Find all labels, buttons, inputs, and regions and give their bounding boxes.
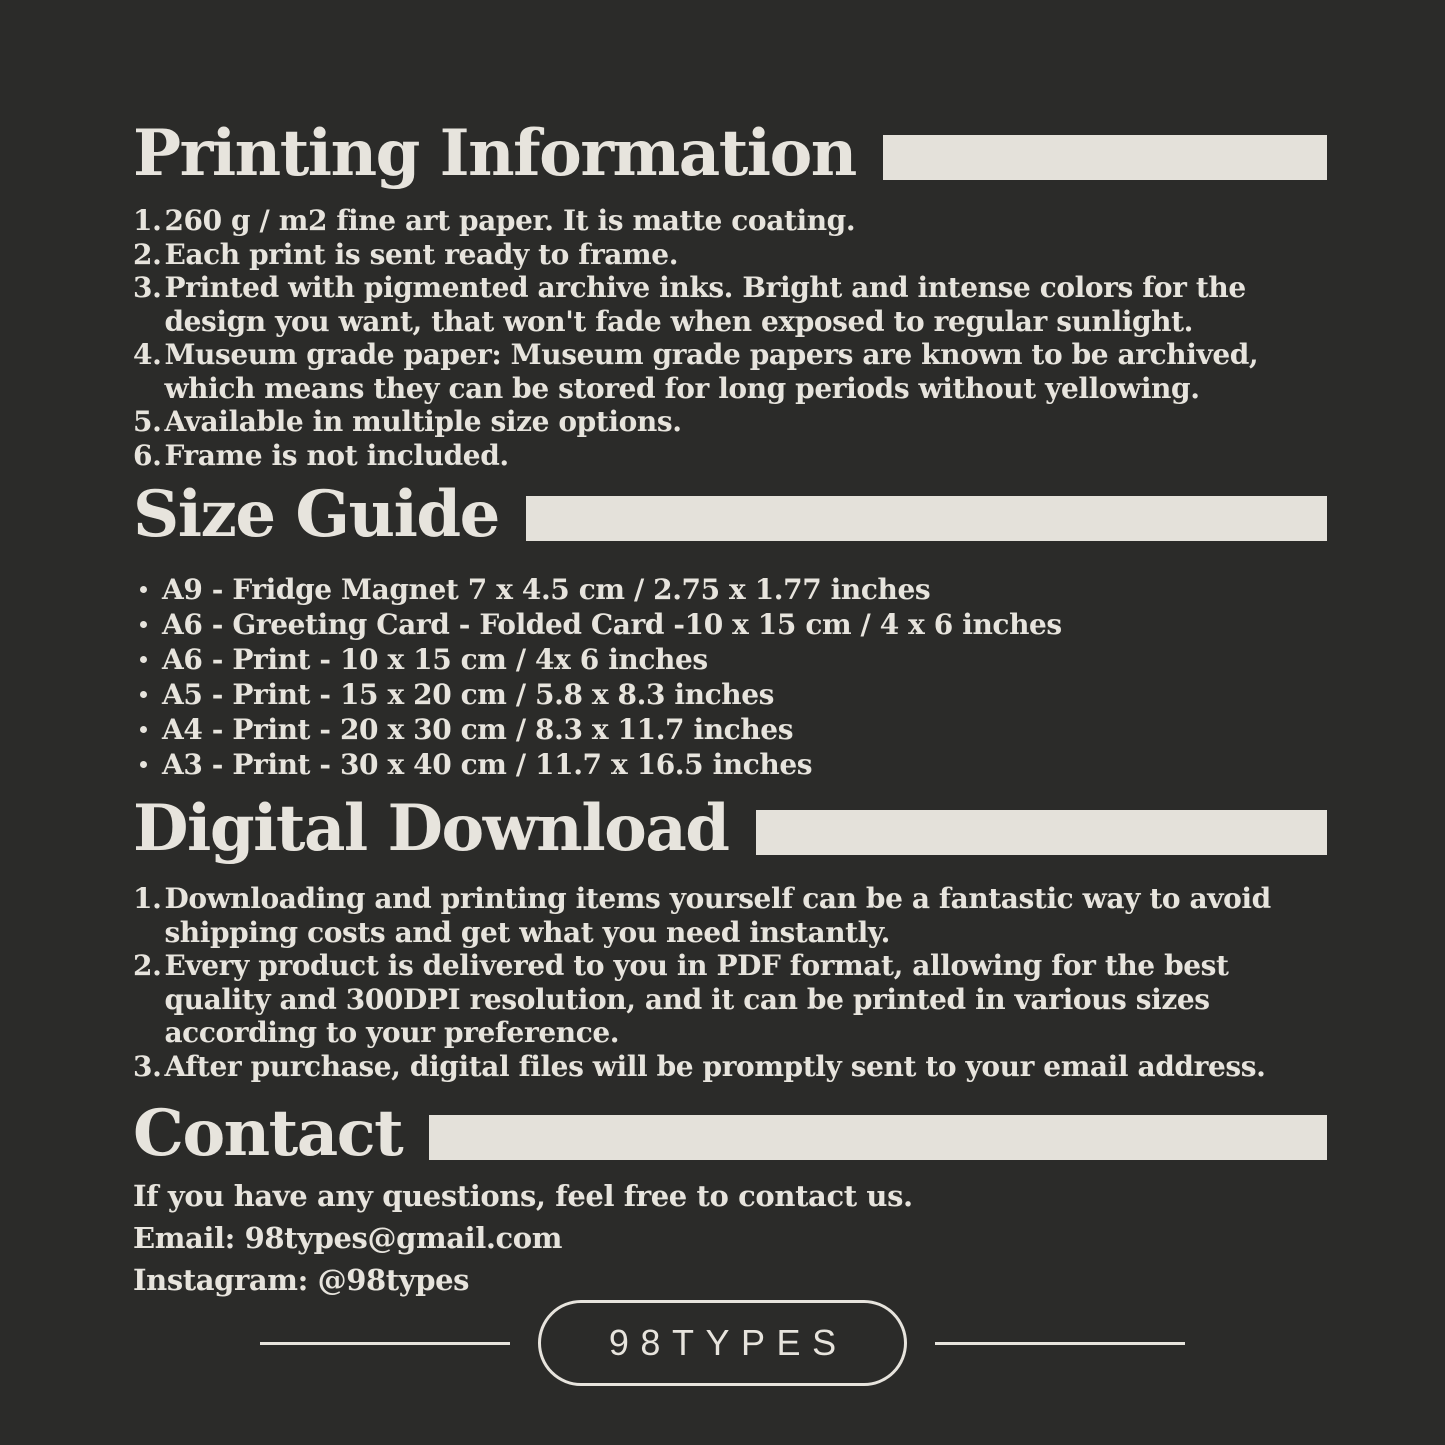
list-item (133, 1050, 1327, 1084)
digital-download-title: Digital Download (133, 791, 729, 866)
list-item (133, 882, 1327, 949)
list-item (133, 204, 1327, 238)
list-item (133, 747, 1327, 782)
bullet-icon (140, 586, 147, 593)
bullet-icon (140, 726, 147, 733)
section-contact (133, 1096, 1327, 1301)
section-digital-download (133, 791, 1327, 1083)
list-item (133, 712, 1327, 747)
item-text: Museum grade paper: Museum grade papers are known to be archived, which means they can be stored for long periods without yellowing. (164, 338, 1259, 405)
list-item (133, 607, 1327, 642)
item-text: 260 g / m2 fine art paper. It is matte coating. (164, 204, 856, 237)
item-text: After purchase, digital files will be promptly sent to your email address. (164, 1049, 1266, 1083)
printing-information-title: Printing Information (133, 116, 856, 191)
printing-information-list (133, 204, 1327, 472)
digital-download-list (133, 882, 1327, 1083)
heading-bar (756, 810, 1327, 855)
item-number: 2. (133, 237, 162, 271)
contact-intro-text: If you have any questions, feel free to contact us. (133, 1179, 913, 1213)
item-number: 5. (133, 405, 162, 438)
bullet-icon (140, 761, 147, 768)
printing-information-heading-row (133, 116, 1327, 191)
bullet-icon (140, 656, 147, 663)
heading-bar (883, 135, 1327, 180)
bullet-icon (140, 621, 147, 628)
list-item (133, 271, 1327, 338)
right-rule (935, 1342, 1185, 1345)
item-number: 4. (133, 338, 162, 371)
list-item (133, 642, 1327, 677)
item-text: A6 - Print - 10 x 15 cm / 4x 6 inches (162, 643, 708, 676)
section-size-guide (133, 477, 1327, 782)
heading-bar (526, 496, 1327, 541)
list-item (133, 405, 1327, 439)
item-number: 3. (133, 271, 162, 304)
item-text: A4 - Print - 20 x 30 cm / 8.3 x 11.7 inches (162, 713, 794, 746)
item-number: 2. (133, 949, 162, 982)
list-item (133, 338, 1327, 405)
item-text: Each print is sent ready to frame. (164, 237, 679, 271)
item-text: Frame is not included. (164, 438, 509, 472)
item-number: 3. (133, 1049, 162, 1083)
contact-lines (133, 1175, 1327, 1301)
brand-logo-badge (538, 1300, 907, 1386)
bullet-icon (140, 691, 147, 698)
section-printing-information (133, 116, 1327, 472)
contact-instagram-text: Instagram: @98types (133, 1263, 470, 1297)
heading-bar (429, 1115, 1327, 1160)
brand-footer (0, 1300, 1445, 1386)
item-text: A3 - Print - 30 x 40 cm / 11.7 x 16.5 inches (162, 748, 813, 781)
item-number: 1. (133, 204, 162, 237)
brand-name: 98TYPES (608, 1322, 848, 1363)
item-text: Downloading and printing items yourself can be a fantastic way to avoid shipping costs and get what you need instantly. (164, 882, 1271, 949)
item-text: A9 - Fridge Magnet 7 x 4.5 cm / 2.75 x 1.77 inches (162, 573, 931, 606)
item-text: A5 - Print - 15 x 20 cm / 5.8 x 8.3 inches (162, 678, 774, 711)
item-number: 1. (133, 882, 162, 915)
contact-heading-row (133, 1096, 1327, 1171)
left-rule (260, 1342, 510, 1345)
list-item (133, 439, 1327, 473)
size-guide-heading-row (133, 477, 1327, 552)
list-item (133, 572, 1327, 607)
item-text: A6 - Greeting Card - Folded Card -10 x 15 cm / 4 x 6 inches (162, 608, 1062, 641)
list-item (133, 238, 1327, 272)
digital-download-heading-row (133, 791, 1327, 866)
contact-title: Contact (133, 1096, 403, 1171)
size-guide-list (133, 572, 1327, 782)
list-item (133, 677, 1327, 712)
size-guide-title: Size Guide (133, 477, 499, 552)
item-text: Printed with pigmented archive inks. Bright and intense colors for the design you want, that won't fade when exposed to regular sunlight. (164, 271, 1246, 338)
item-text: Every product is delivered to you in PDF format, allowing for the best quality and 300DPI resolution, and it can be printed in various sizes according to your preference. (164, 949, 1229, 1049)
item-number: 6. (133, 438, 162, 472)
contact-email-text: Email: 98types@gmail.com (133, 1221, 563, 1255)
list-item (133, 949, 1327, 1050)
item-text: Available in multiple size options. (164, 405, 682, 438)
